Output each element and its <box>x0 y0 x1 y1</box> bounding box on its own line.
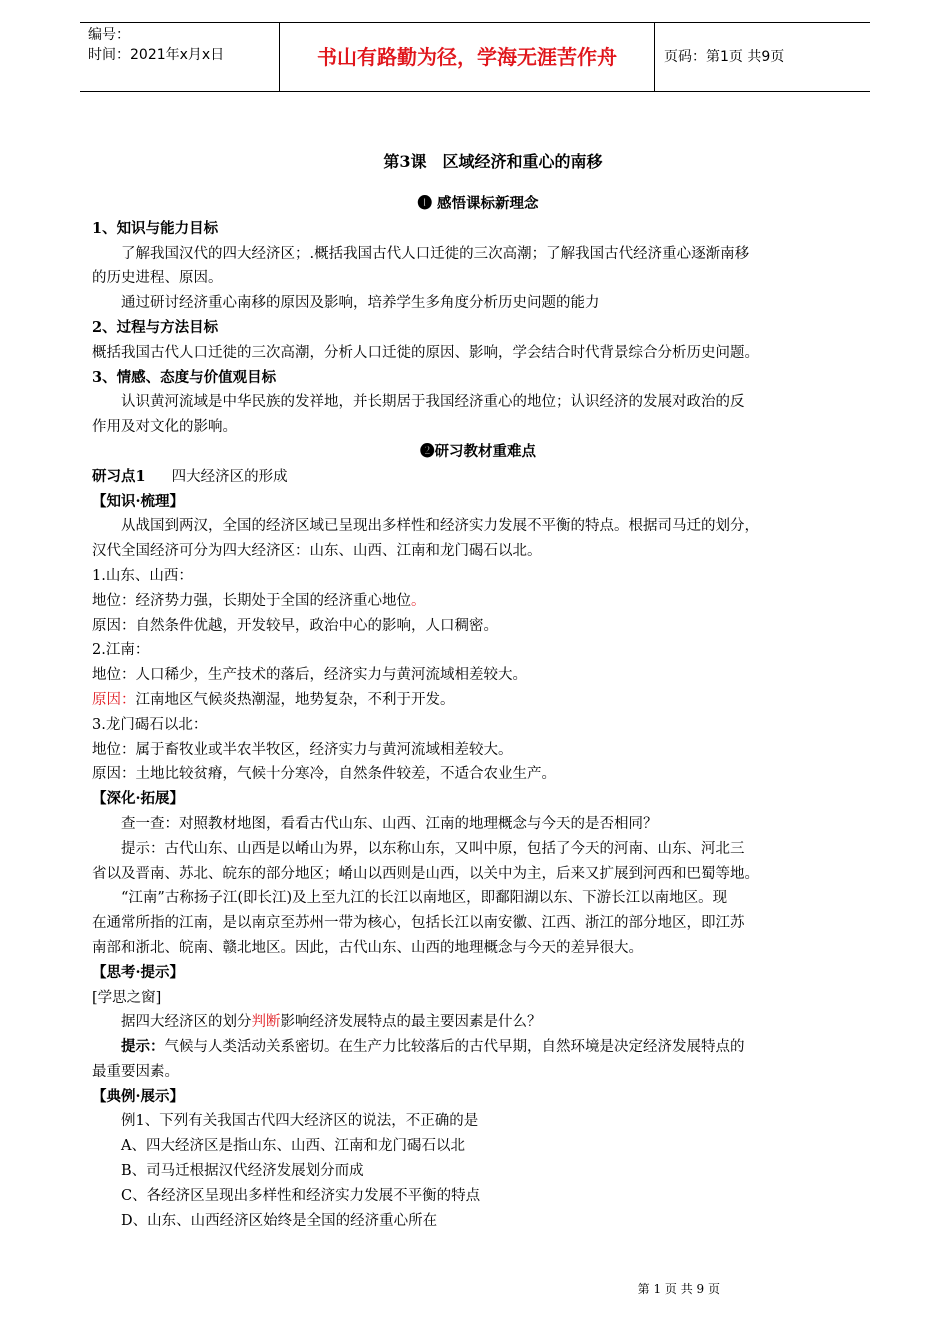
knowledge-heading: 【知识·梳理】 <box>92 492 185 510</box>
goal-1-paragraph-line: 了解我国汉代的四大经济区；.概括我国古代人口迁徙的三次高潮；了解我国古代经济重心逐渐南移 <box>121 245 750 262</box>
knowledge-paragraph-line: 从战国到两汉，全国的经济区域已呈现出多样性和经济实力发展不平衡的特点。根据司马迁的划分， <box>121 518 759 535</box>
goal-3-paragraph-line: 作用及对文化的影响。 <box>92 419 237 436</box>
page-footer: 第 1 页 共 9 页 <box>637 1282 720 1296</box>
study-point-label: 研习点1 <box>92 467 146 485</box>
extension-jiangnan-line: 在通常所指的江南，是以南京至苏州一带为核心，包括长江以南安徽、江西、浙江的部分地区，即江苏 <box>92 915 745 932</box>
goal-3-paragraph-line: 认识黄河流域是中华民族的发祥地，并长期居于我国经济重心的地位；认识经济的发展对政治的反 <box>121 394 745 411</box>
region-1-reason: 原因：自然条件优越，开发较早，政治中心的影响，人口稠密。 <box>92 617 498 634</box>
red-period: 。 <box>411 592 426 609</box>
extension-question: 查一查：对照教材地图，看看古代山东、山西、江南的地理概念与今天的是否相同？ <box>121 815 658 832</box>
extension-jiangnan-line: “江南”古称扬子江(即长江)及上至九江的长江以南地区，即鄱阳湖以东、下游长江以南地区。现 <box>121 890 728 907</box>
extension-jiangnan-line: 南部和浙北、皖南、赣北地区。因此，古代山东、山西的地理概念与今天的差异很大。 <box>92 939 643 956</box>
thinking-question-part: 据四大经济区的划分 <box>121 1014 252 1031</box>
region-1-heading: 1.山东、山西： <box>92 567 193 584</box>
thinking-window-label: [学思之窗] <box>92 989 162 1006</box>
example-option-a: A、四大经济区是指山东、山西、江南和龙门碣石以北 <box>121 1138 465 1155</box>
thinking-question-red: 判断 <box>251 1014 281 1031</box>
goal-1-title: 1、知识与能力目标 <box>92 219 219 237</box>
header-motto: 书山有路勤为径，学海无涯苦作舟 <box>280 23 655 91</box>
goal-2-title: 2、过程与方法目标 <box>92 318 219 336</box>
study-point-text: 四大经济区的形成 <box>171 468 288 485</box>
study-point-1 <box>92 465 864 490</box>
goal-2-paragraph: 概括我国古代人口迁徙的三次高潮，分析人口迁徙的原因、影响，学会结合时代背景综合分析历史问题。 <box>92 344 759 361</box>
region-2-reason-text: 江南地区气候炎热潮湿，地势复杂，不利于开发。 <box>135 691 455 708</box>
document-body <box>92 148 864 1233</box>
time-label: 时间：2021年x月x日 <box>88 47 225 63</box>
example-heading: 【典例·展示】 <box>92 1087 185 1105</box>
thinking-heading: 【思考·提示】 <box>92 963 185 981</box>
region-3-reason: 原因：土地比较贫瘠，气候十分寒冷，自然条件较差，不适合农业生产。 <box>92 766 556 783</box>
example-option-c: C、各经济区呈现出多样性和经济实力发展不平衡的特点 <box>121 1187 481 1204</box>
thinking-hint-text: 气候与人类活动关系密切。在生产力比较落后的古代早期，自然环境是决定经济发展特点的 <box>164 1039 745 1056</box>
region-3-heading: 3.龙门碣石以北： <box>92 716 208 733</box>
knowledge-paragraph-line: 汉代全国经济可分为四大经济区：山东、山西、江南和龙门碣石以北。 <box>92 543 542 560</box>
section-2-title: ❷研习教材重难点 <box>420 442 536 460</box>
thinking-hint-label: 提示： <box>121 1038 165 1056</box>
region-1-position <box>92 589 864 614</box>
goal-3-title: 3、情感、态度与价值观目标 <box>92 368 277 386</box>
example-question: 例1、下列有关我国古代四大经济区的说法，不正确的是 <box>121 1113 479 1130</box>
section-1-title: ❶ 感悟课标新理念 <box>417 195 539 212</box>
thinking-question-part: 影响经济发展特点的最主要因素是什么？ <box>280 1014 542 1031</box>
region-1-position-text: 地位：经济势力强，长期处于全国的经济重心地位 <box>92 592 411 609</box>
extension-hint-line: 省以及晋南、苏北、皖东的部分地区；崤山以西则是山西，以关中为主，后来又扩展到河西和巴蜀等地。 <box>92 865 759 882</box>
header-meta <box>80 23 280 91</box>
region-2-position: 地位：人口稀少，生产技术的落后，经济实力与黄河流域相差较大。 <box>92 667 527 684</box>
extension-heading: 【深化·拓展】 <box>92 790 185 808</box>
goal-1-paragraph-2: 通过研讨经济重心南移的原因及影响，培养学生多角度分析历史问题的能力 <box>121 295 600 312</box>
lesson-title: 第3课 区域经济和重心的南移 <box>383 152 603 171</box>
thinking-hint-line: 最重要因素。 <box>92 1063 179 1080</box>
number-label: 编号： <box>88 27 130 43</box>
region-2-reason <box>92 688 864 713</box>
thinking-question <box>92 1010 864 1035</box>
region-3-position: 地位：属于畜牧业或半农半牧区，经济实力与黄河流域相差较大。 <box>92 741 513 758</box>
extension-hint-line: 提示：古代山东、山西是以崤山为界，以东称山东，又叫中原，包括了今天的河南、山东、河北三 <box>121 840 745 857</box>
header-table <box>80 22 870 92</box>
region-2-heading: 2.江南： <box>92 642 150 659</box>
region-2-reason-label: 原因： <box>92 691 136 708</box>
header-page-info: 页码：第1页 共9页 <box>664 49 785 65</box>
thinking-hint-line <box>92 1035 864 1060</box>
example-option-d: D、山东、山西经济区始终是全国的经济重心所在 <box>121 1212 438 1229</box>
goal-1-paragraph-line: 的历史进程、原因。 <box>92 270 223 287</box>
example-option-b: B、司马迁根据汉代经济发展划分而成 <box>121 1163 364 1180</box>
